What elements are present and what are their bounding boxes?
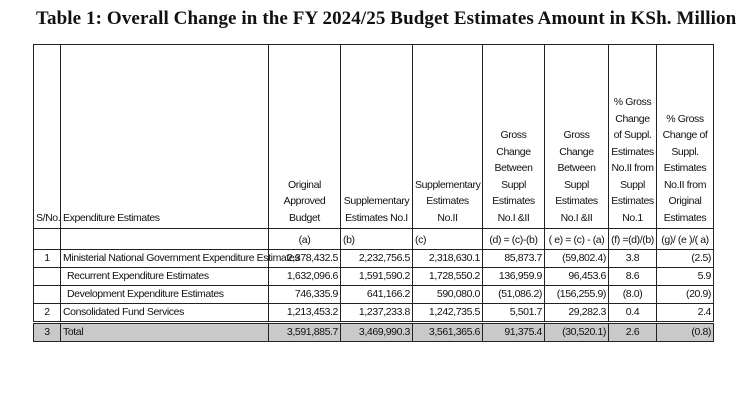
cell-g: 5.9 [657, 268, 714, 286]
cell-f: 2.6 [609, 323, 657, 342]
row-label: Recurrent Expenditure Estimates [61, 268, 269, 286]
col-header-change-e: Gross Change Between Suppl Estimates No.I &II [545, 45, 609, 229]
cell-a: 1,213,453.2 [269, 304, 341, 323]
table-title: Table 1: Overall Change in the FY 2024/25 Budget Estimates Amount in KSh. Million [36, 8, 736, 29]
cell-c: 3,561,365.6 [413, 323, 483, 342]
col-header-pct-g: % Gross Change of Suppl. Estimates No.II from Original Estimates [657, 45, 714, 229]
cell-c: 2,318,630.1 [413, 250, 483, 268]
col-header-pct-f: % Gross Change of Suppl. Estimates No.II from Suppl Estimates No.1 [609, 45, 657, 229]
cell-g: 2.4 [657, 304, 714, 323]
table-row [34, 286, 714, 304]
cell-b: 641,166.2 [341, 286, 413, 304]
cell-f: (8.0) [609, 286, 657, 304]
cell-f: 8.6 [609, 268, 657, 286]
table-row [34, 268, 714, 286]
row-label: Development Expenditure Estimates [61, 286, 269, 304]
col-header-supp1: Supplementary Estimates No.I [341, 45, 413, 229]
cell-b: 2,232,756.5 [341, 250, 413, 268]
formula-cell [34, 229, 61, 250]
cell-f: 0.4 [609, 304, 657, 323]
cell-e: 96,453.6 [545, 268, 609, 286]
row-label: Ministerial National Government Expenditure Estimates [61, 250, 269, 268]
budget-table [33, 44, 714, 342]
row-sno [34, 268, 61, 286]
cell-d: 91,375.4 [483, 323, 545, 342]
row-label: Total [61, 323, 269, 342]
formula-row [34, 229, 714, 250]
cell-a: 3,591,885.7 [269, 323, 341, 342]
col-header-change-d: Gross Change Between Suppl Estimates No.I &II [483, 45, 545, 229]
formula-cell: (c) [413, 229, 483, 250]
col-header-expenditure: Expenditure Estimates [61, 45, 269, 229]
cell-a: 2,378,432.5 [269, 250, 341, 268]
cell-c: 590,080.0 [413, 286, 483, 304]
row-sno: 1 [34, 250, 61, 268]
total-row [34, 323, 714, 342]
cell-d: 85,873.7 [483, 250, 545, 268]
cell-c: 1,728,550.2 [413, 268, 483, 286]
table-row [34, 250, 714, 268]
cell-a: 1,632,096.6 [269, 268, 341, 286]
cell-e: 29,282.3 [545, 304, 609, 323]
cell-g: (0.8) [657, 323, 714, 342]
cell-g: (2.5) [657, 250, 714, 268]
col-header-sno: S/No. [34, 45, 61, 229]
cell-d: 5,501.7 [483, 304, 545, 323]
cell-b: 3,469,990.3 [341, 323, 413, 342]
col-header-supp2: Supplementary Estimates No.II [413, 45, 483, 229]
cell-g: (20.9) [657, 286, 714, 304]
cell-e: (30,520.1) [545, 323, 609, 342]
formula-cell: (b) [341, 229, 413, 250]
cell-b: 1,237,233.8 [341, 304, 413, 323]
formula-cell: (f) =(d)/(b) [609, 229, 657, 250]
formula-cell: (d) = (c)-(b) [483, 229, 545, 250]
row-sno: 3 [34, 323, 61, 342]
cell-a: 746,335.9 [269, 286, 341, 304]
formula-cell [61, 229, 269, 250]
cell-d: 136,959.9 [483, 268, 545, 286]
row-sno: 2 [34, 304, 61, 323]
cell-b: 1,591,590.2 [341, 268, 413, 286]
col-header-original: Original Approved Budget [269, 45, 341, 229]
cell-f: 3.8 [609, 250, 657, 268]
cell-e: (59,802.4) [545, 250, 609, 268]
cell-c: 1,242,735.5 [413, 304, 483, 323]
cell-e: (156,255.9) [545, 286, 609, 304]
table-row [34, 304, 714, 323]
formula-cell: ( e) = (c) - (a) [545, 229, 609, 250]
header-row [34, 45, 714, 229]
row-label: Consolidated Fund Services [61, 304, 269, 323]
cell-d: (51,086.2) [483, 286, 545, 304]
row-sno [34, 286, 61, 304]
formula-cell: (g)/ (e )/( a) [657, 229, 714, 250]
formula-cell: (a) [269, 229, 341, 250]
